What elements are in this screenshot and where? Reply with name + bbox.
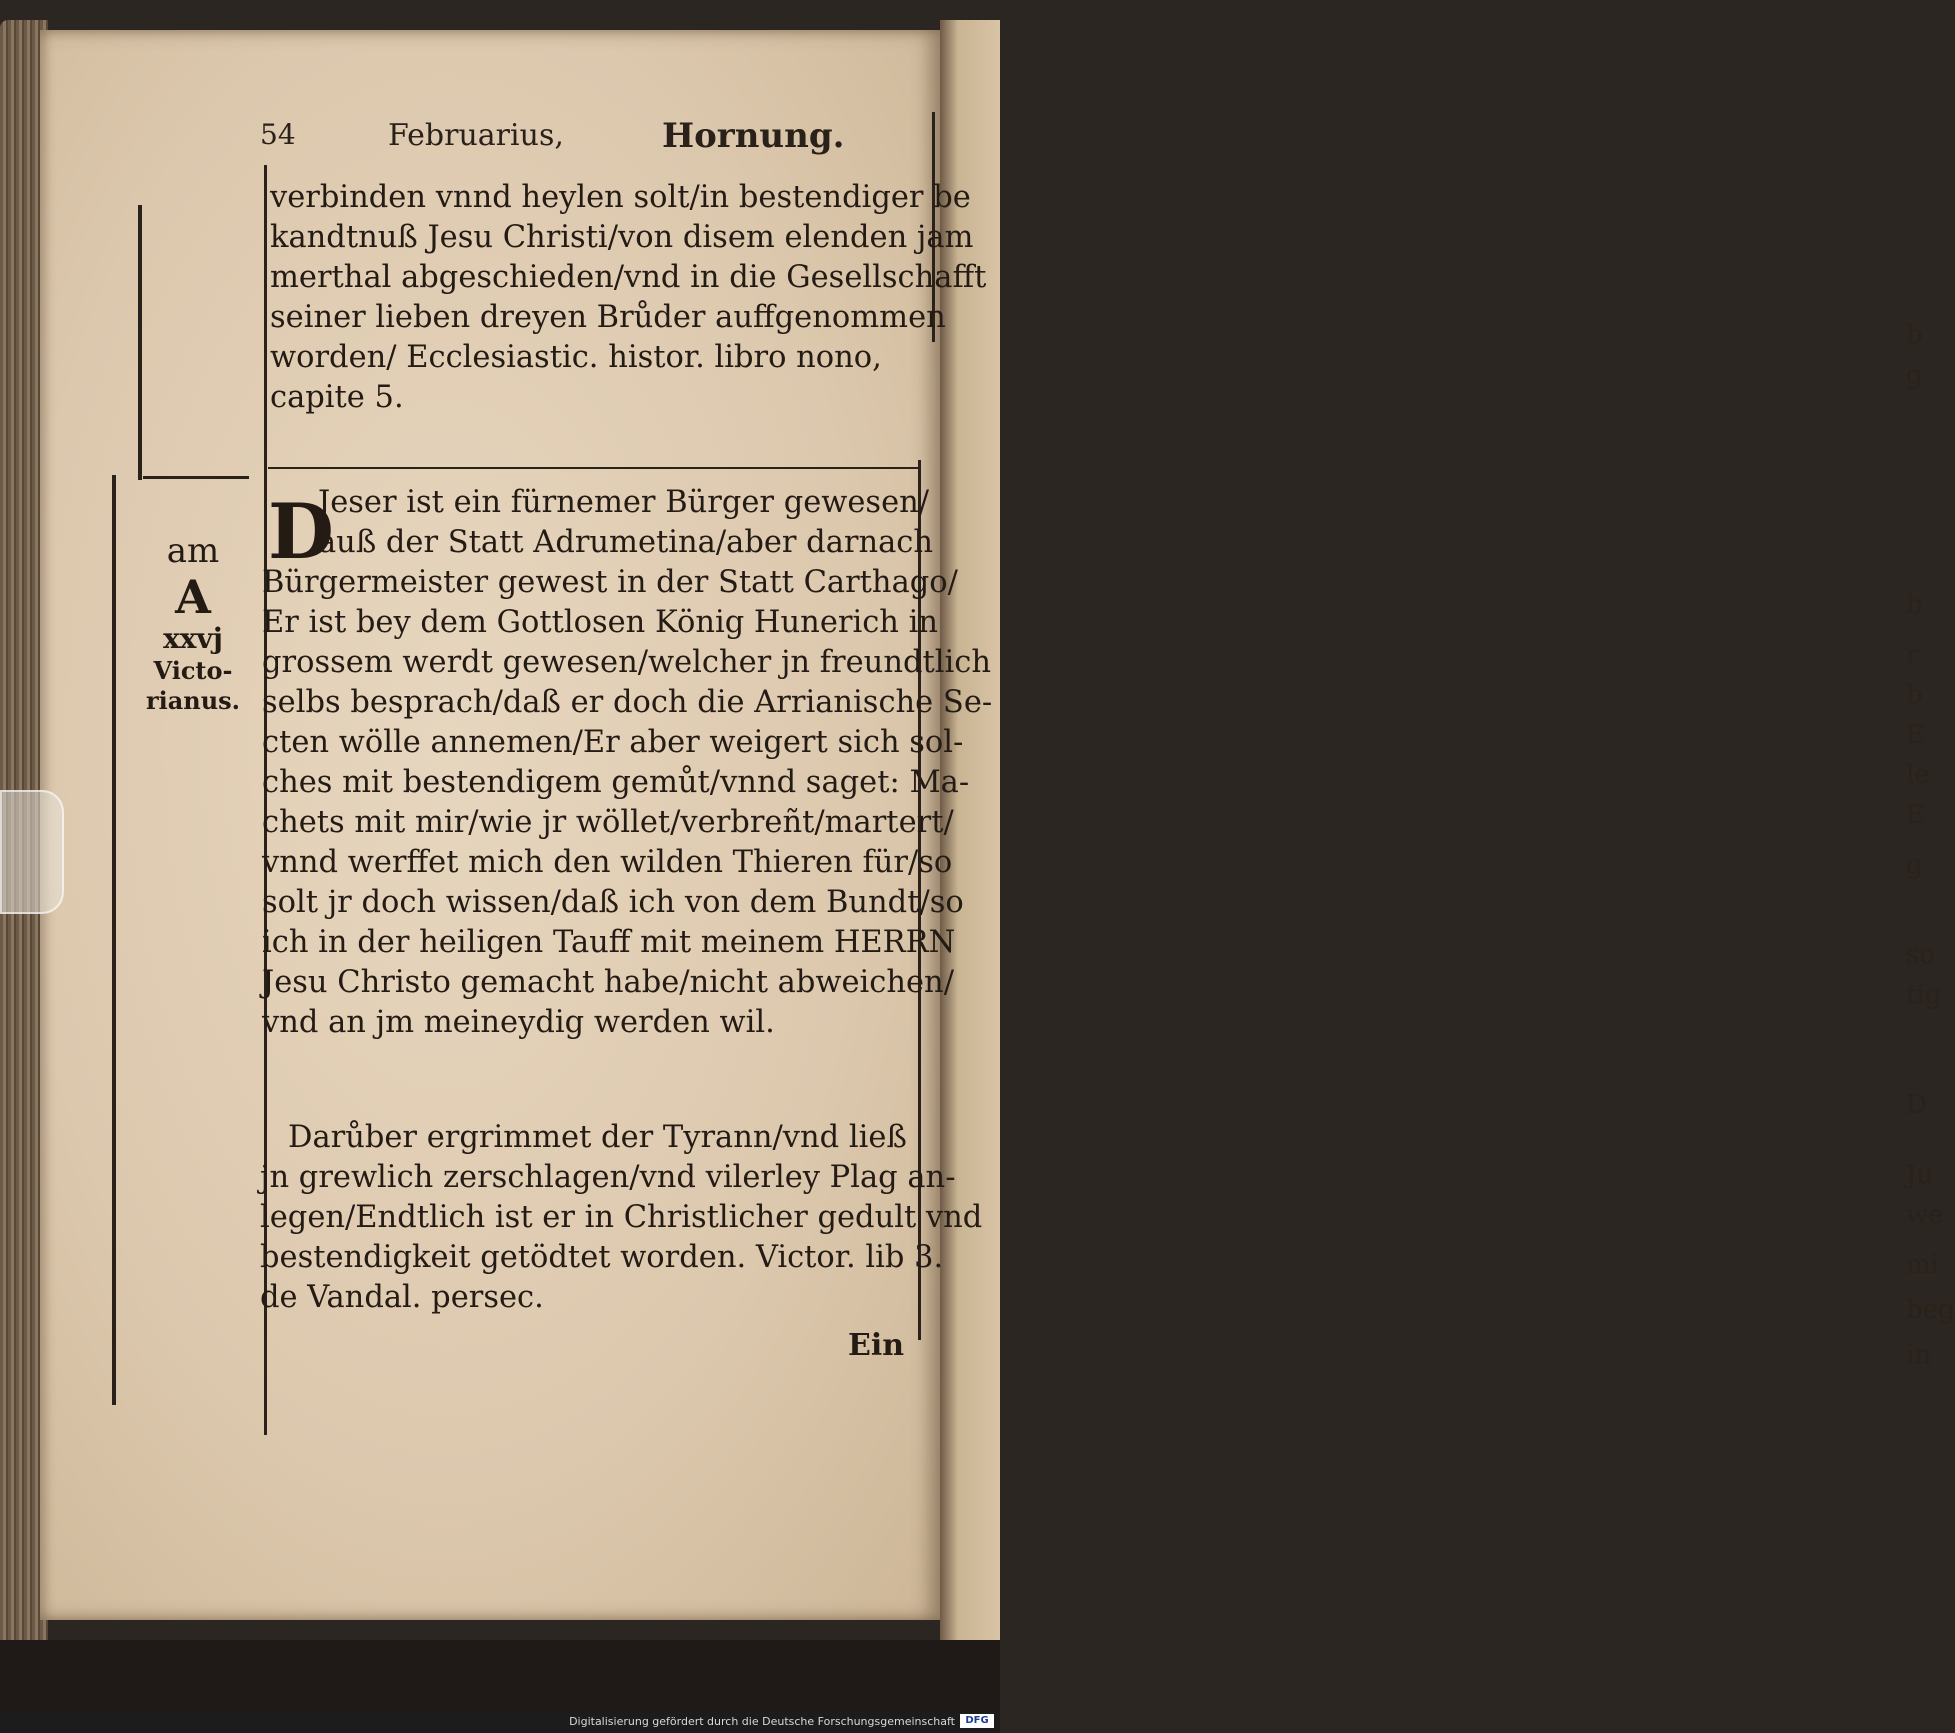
running-header <box>260 118 880 164</box>
facing-page-fragment: b <box>1906 590 1923 620</box>
margin-saint-name: rianus. <box>145 686 241 715</box>
facing-page-fragment: le <box>1906 760 1930 790</box>
text-line: verbinden vnnd heylen solt/in bestendiger be <box>270 180 971 215</box>
scan-background <box>0 1640 1000 1710</box>
text-line: worden/ Ecclesiastic. histor. libro nono, <box>270 340 882 375</box>
funding-credit: Digitalisierung gefördert durch die Deutsche Forschungsgemeinschaft <box>569 1715 955 1728</box>
facing-page-fragment: r <box>1906 640 1919 670</box>
text-line: de Vandal. persec. <box>260 1280 544 1315</box>
margin-letter: A <box>175 570 211 624</box>
catchword: Ein <box>848 1328 905 1363</box>
facing-page-fragment: mi <box>1906 1250 1939 1280</box>
drop-cap: D <box>268 487 334 576</box>
month-german: Hornung. <box>662 116 845 156</box>
text-line: Jeser ist ein fürnemer Bürger gewesen/ <box>318 485 930 520</box>
footer-bar <box>0 1710 1000 1733</box>
margin-rule-upper <box>138 205 142 480</box>
text-line: seiner lieben dreyen Brůder auffgenommen <box>270 300 946 335</box>
margin-am: am <box>166 531 220 571</box>
text-line: ich in der heiligen Tauff mit meinem HERRN <box>262 925 956 960</box>
facing-page-fragment: so <box>1906 940 1935 970</box>
facing-page-fragment: E <box>1906 800 1925 830</box>
text-line: auß der Statt Adrumetina/aber darnach <box>318 525 934 560</box>
text-line: ches mit bestendigem gemůt/vnnd saget: Ma- <box>262 765 970 800</box>
facing-page-fragment: in <box>1906 1340 1932 1370</box>
text-line: vnnd werffet mich den wilden Thieren für/so <box>262 845 953 880</box>
text-line: solt jr doch wissen/daß ich von dem Bundt/so <box>262 885 964 920</box>
margin-separator <box>143 476 249 479</box>
section-separator <box>268 467 918 469</box>
text-line: Bürgermeister gewest in der Statt Carthago/ <box>262 565 958 600</box>
text-line: legen/Endtlich ist er in Christlicher gedult vnd <box>260 1200 983 1235</box>
text-line: Darůber ergrimmet der Tyrann/vnd ließ <box>288 1120 907 1155</box>
facing-page-fragment: D <box>1906 1090 1927 1120</box>
margin-rule-lower <box>112 475 116 1405</box>
month-latin: Februarius, <box>388 118 564 153</box>
text-block-continuation <box>270 178 986 418</box>
facing-page-fragment: g <box>1906 850 1923 880</box>
text-line: cten wölle annemen/Er aber weigert sich sol- <box>262 725 964 760</box>
text-line: vnd an jm meineydig werden wil. <box>262 1005 775 1040</box>
facing-page-fragment: beg <box>1906 1295 1955 1325</box>
facing-page-fragment: b <box>1906 320 1923 350</box>
text-line: merthal abgeschieden/vnd in die Gesellschafft <box>270 260 987 295</box>
text-block-victorianus <box>262 483 992 1043</box>
text-line: chets mit mir/wie jr wöllet/verbreñt/martert/ <box>262 805 954 840</box>
text-line: Jesu Christo gemacht habe/nicht abweichen/ <box>262 965 954 1000</box>
page-clip <box>0 790 64 914</box>
margin-saint-name: Victo- <box>153 656 233 685</box>
margin-note <box>138 530 248 716</box>
text-block-conclusion <box>260 1118 982 1318</box>
page-number: 54 <box>260 118 296 151</box>
facing-page-fragment: b <box>1906 680 1923 710</box>
text-line: capite 5. <box>270 380 404 415</box>
text-line: grossem werdt gewesen/welcher jn freundtlich <box>262 645 991 680</box>
facing-page-fragment: we <box>1906 1200 1944 1230</box>
text-line: selbs besprach/daß er doch die Arrianische Se- <box>262 685 993 720</box>
facing-page-fragment: Ju <box>1906 1160 1934 1190</box>
facing-page-fragment: tig <box>1906 980 1942 1010</box>
margin-day-number: xxvj <box>163 622 223 655</box>
dfg-logo: DFG <box>960 1714 994 1728</box>
facing-page-fragment: E <box>1906 720 1925 750</box>
text-line: jn grewlich zerschlagen/vnd vilerley Plag an- <box>260 1160 956 1195</box>
text-line: bestendigkeit getödtet worden. Victor. lib 3. <box>260 1240 944 1275</box>
text-line: kandtnuß Jesu Christi/von disem elenden jam <box>270 220 974 255</box>
text-line: Er ist bey dem Gottlosen König Hunerich in <box>262 605 939 640</box>
facing-page-fragment: g <box>1906 360 1923 390</box>
